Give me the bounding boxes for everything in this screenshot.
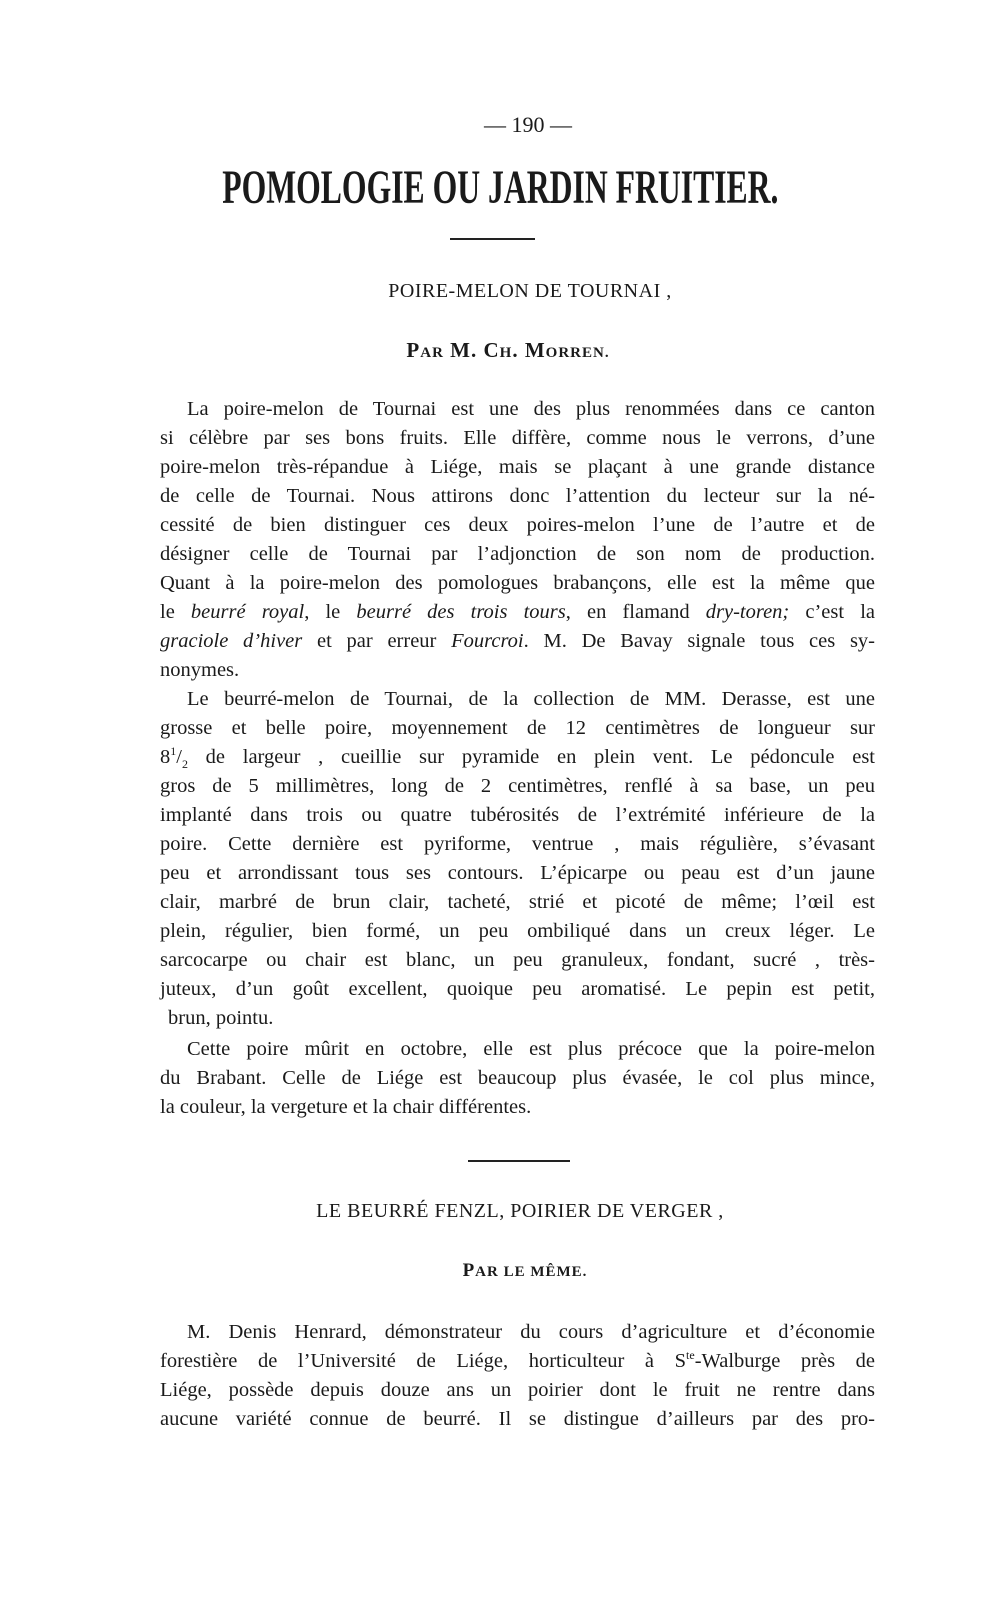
text-line: gros de 5 millimètres, long de 2 centimètres, renflé à sa base, un peu: [160, 775, 875, 797]
text-line: de celle de Tournai. Nous attirons donc l’attention du lecteur sur la né-: [160, 485, 875, 507]
title-rule: [450, 238, 535, 240]
article1-heading: POIRE-MELON DE TOURNAI ,: [388, 280, 672, 302]
text-line: clair, marbré de brun clair, tacheté, strié et picoté de même; l’œil est: [160, 891, 875, 913]
text-line: brun, pointu.: [168, 1007, 274, 1029]
article2-heading: LE BEURRÉ FENZL, POIRIER DE VERGER ,: [316, 1200, 724, 1222]
text-line: poire. Cette dernière est pyriforme, ventrue , mais régulière, s’évasant: [160, 833, 875, 855]
article2-byline: PAR LE MÊME.: [462, 1260, 588, 1281]
text-line: nonymes.: [160, 659, 240, 681]
article1-byline: PAR M. CH. MORREN.: [406, 338, 610, 362]
text-line: La poire-melon de Tournai est une des plus renommées dans ce canton: [187, 398, 875, 420]
text-line: poire-melon très-répandue à Liége, mais se plaçant à une grande distance: [160, 456, 875, 478]
text-line: peu et arrondissant tous ses contours. L’épicarpe ou peau est d’un jaune: [160, 862, 875, 884]
text-line: sarcocarpe ou chair est blanc, un peu granuleux, fondant, sucré , très-: [160, 949, 875, 971]
page-title: POMOLOGIE OU JARDIN FRUITIER.: [221, 161, 779, 214]
text-line: M. Denis Henrard, démonstrateur du cours d’agriculture et d’économie: [187, 1321, 875, 1343]
text-line: graciole d’hiver et par erreur Fourcroi. M. De Bavay signale tous ces sy-: [160, 630, 875, 652]
section-rule: [468, 1160, 570, 1162]
page-number: — 190 —: [484, 112, 572, 137]
text-line: Cette poire mûrit en octobre, elle est plus précoce que la poire-melon: [187, 1038, 875, 1060]
text-line: du Brabant. Celle de Liége est beaucoup plus évasée, le col plus mince,: [160, 1067, 875, 1089]
text-line: Liége, possède depuis douze ans un poirier dont le fruit ne rentre dans: [160, 1379, 875, 1401]
text-line: Le beurré-melon de Tournai, de la collection de MM. Derasse, est une: [187, 688, 875, 710]
text-line: forestière de l’Université de Liége, horticulteur à $S^{te}$-Walburge près de: [160, 1348, 876, 1372]
text-line: la couleur, la vergeture et la chair différentes.: [160, 1096, 532, 1118]
text-line: désigner celle de Tournai par l’adjonction de son nom de production.: [160, 543, 875, 565]
text-line: implanté dans trois ou quatre tubérosités de l’extrémité inférieure de la: [160, 804, 875, 826]
text-line: $8^1/_2$ de largeur , cueillie sur pyramide en plein vent. Le pédoncule est: [160, 744, 875, 772]
article2-body: [160, 1318, 875, 1434]
text-line: plein, régulier, bien formé, un peu ombiliqué dans un creux léger. Le: [160, 920, 875, 942]
text-line: si célèbre par ses bons fruits. Elle diffère, comme nous le verrons, d’une: [160, 427, 875, 449]
text-line: cessité de bien distinguer ces deux poires-melon l’une de l’autre et de: [160, 514, 875, 536]
text-line: juteux, d’un goût excellent, quoique peu aromatisé. Le pepin est petit,: [160, 978, 875, 1000]
text-line: Quant à la poire-melon des pomologues brabançons, elle est la même que: [160, 572, 875, 594]
text-line: le beurré royal, le beurré des trois tours, en flamand dry-toren; c’est la: [160, 601, 875, 623]
article1-body: [160, 395, 875, 1122]
text-line: aucune variété connue de beurré. Il se distingue d’ailleurs par des pro-: [160, 1408, 875, 1430]
text-line: grosse et belle poire, moyennement de 12 centimètres de longueur sur: [160, 717, 875, 739]
